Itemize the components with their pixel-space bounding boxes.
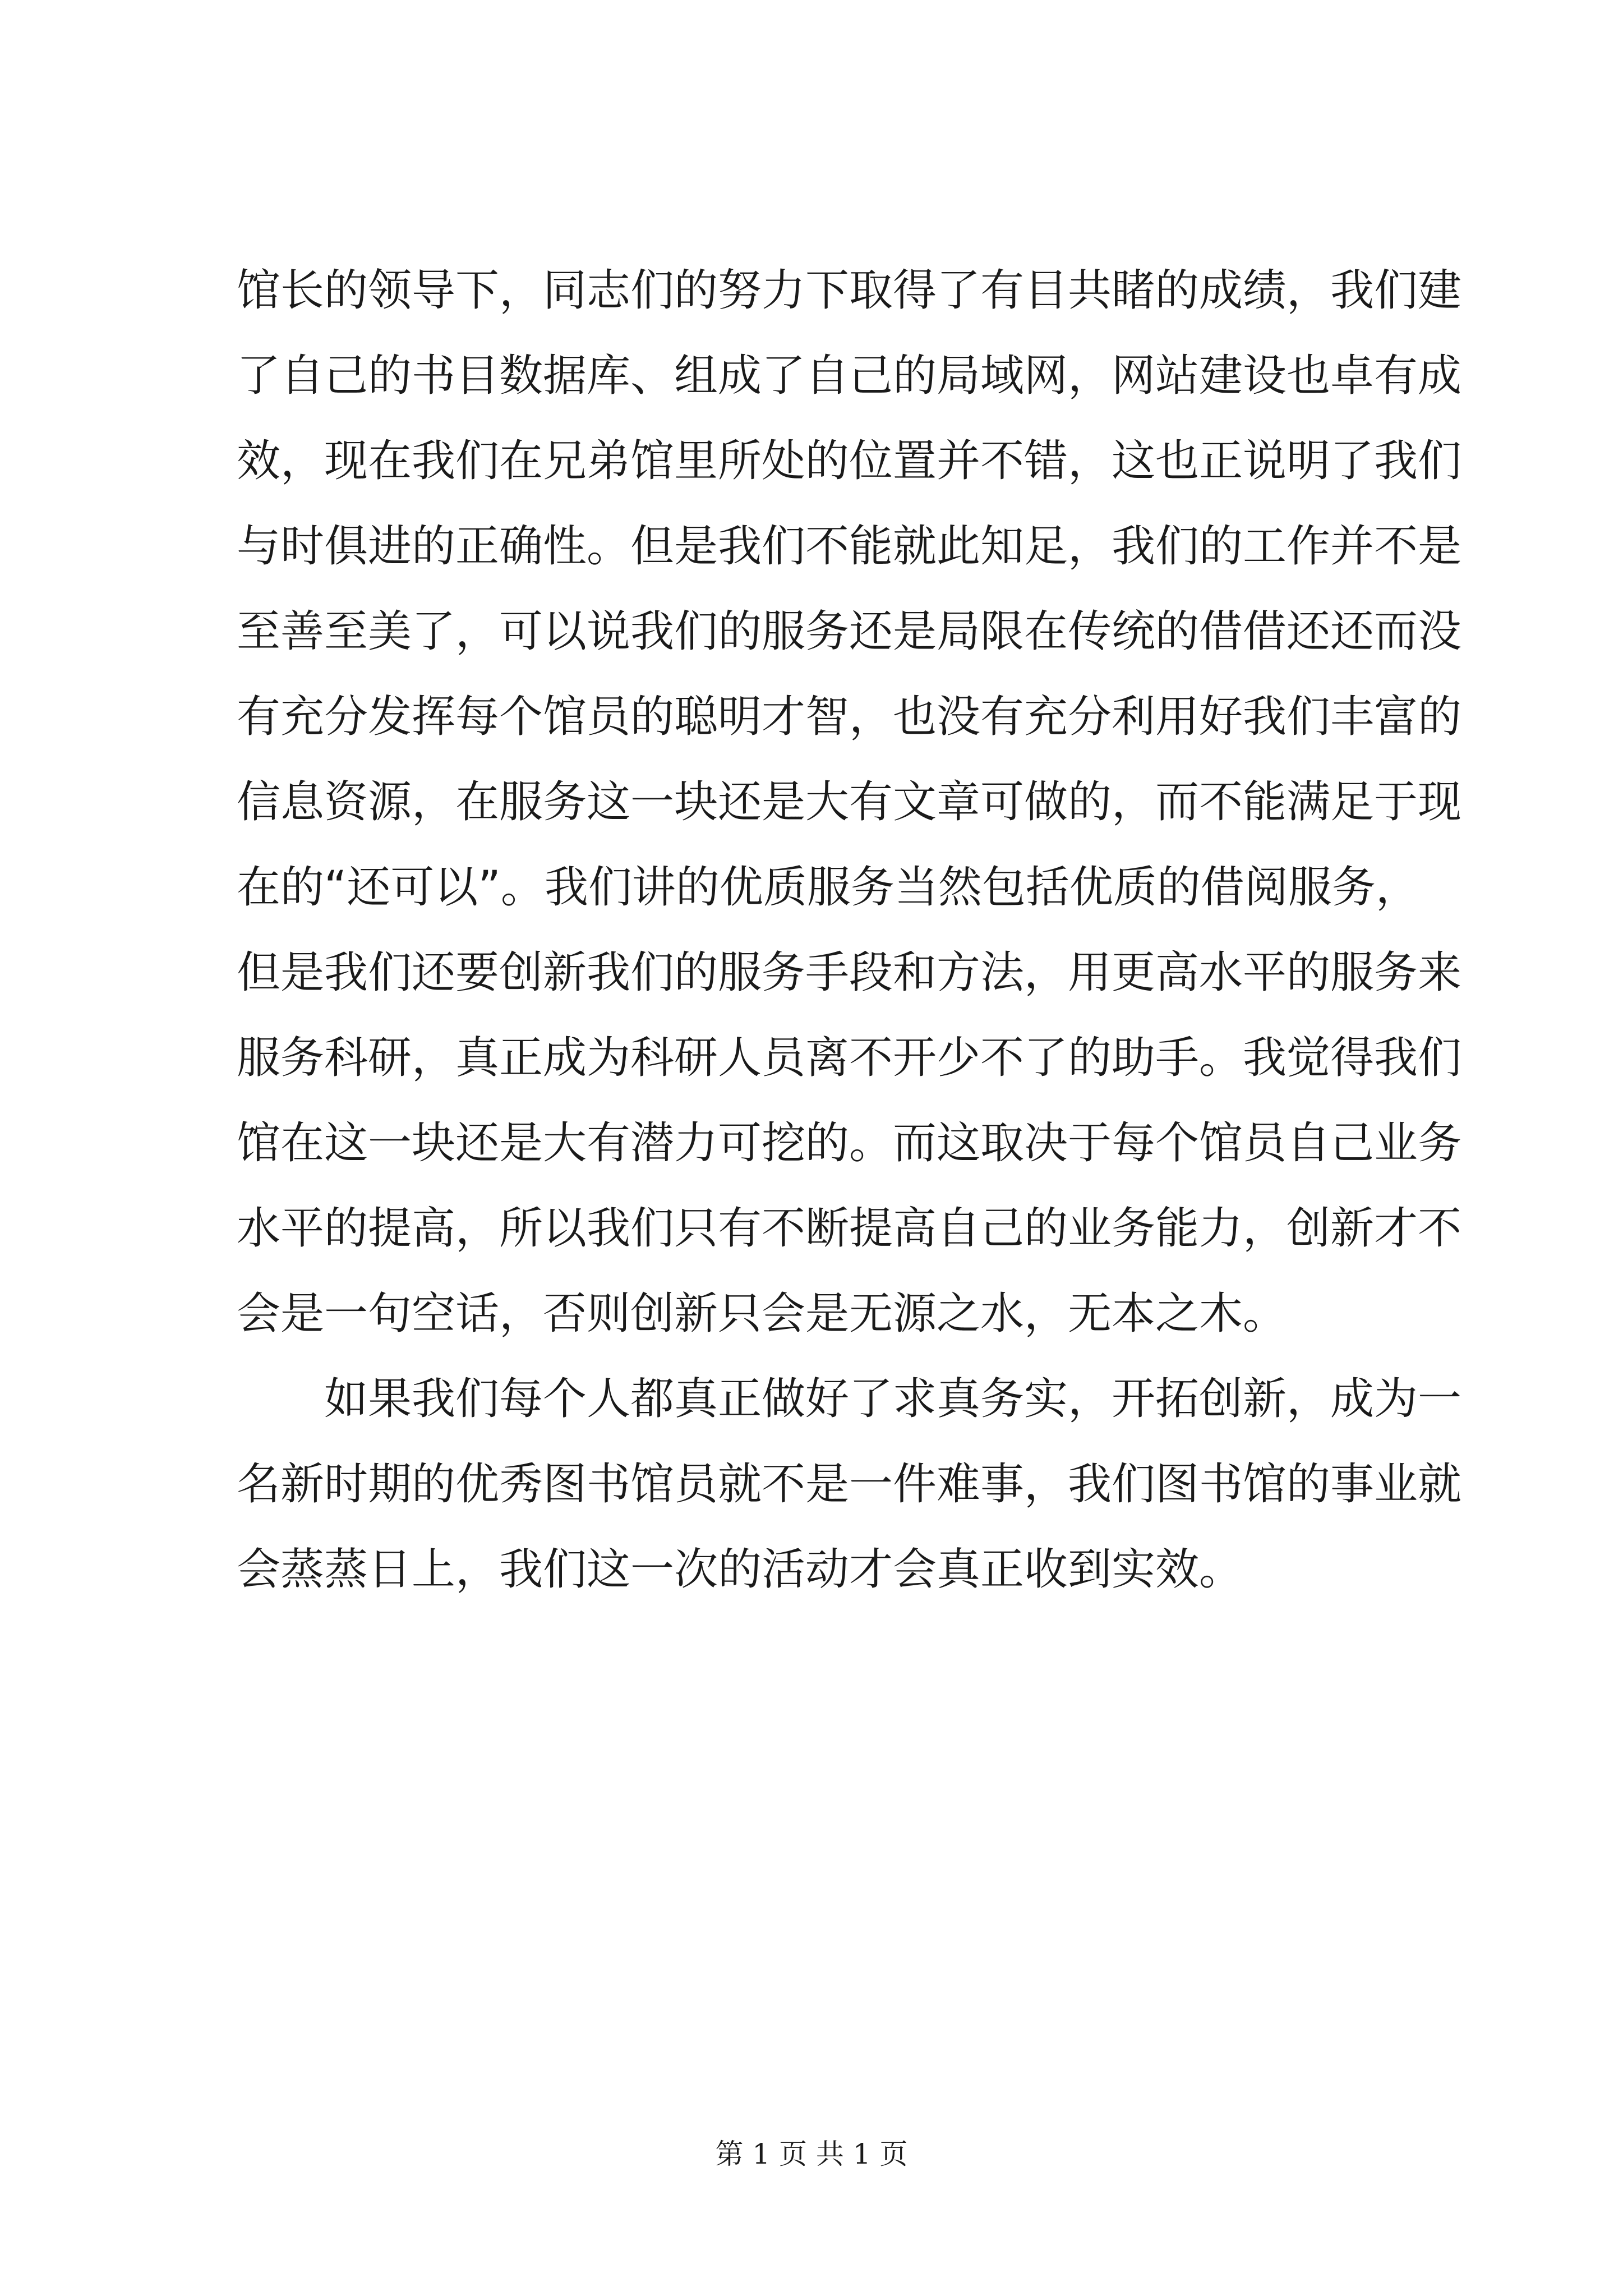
paragraph-line: 了自己的书目数据库、组成了自己的局域网，网站建设也卓有成 bbox=[237, 351, 1462, 401]
paragraph-line: 但是我们还要创新我们的服务手段和方法，用更高水平的服务来 bbox=[237, 947, 1462, 998]
paragraph-line: 会是一句空话，否则创新只会是无源之水，无本之木。 bbox=[237, 1289, 1287, 1339]
paragraph-line: 有充分发挥每个馆员的聪明才智，也没有充分利用好我们丰富的 bbox=[237, 692, 1462, 742]
paragraph-line: 至善至美了，可以说我们的服务还是局限在传统的借借还还而没 bbox=[237, 606, 1462, 657]
paragraph-line: 会蒸蒸日上，我们这一次的活动才会真正收到实效。 bbox=[237, 1544, 1243, 1595]
paragraph-line: 馆长的领导下，同志们的努力下取得了有目共睹的成绩，我们建 bbox=[237, 265, 1462, 316]
page-number-footer: 第 1 页 共 1 页 bbox=[715, 2138, 908, 2170]
paragraph-line: 馆在这一块还是大有潜力可挖的。而这取决于每个馆员自己业务 bbox=[237, 1118, 1462, 1168]
paragraph-line: 名新时期的优秀图书馆员就不是一件难事，我们图书馆的事业就 bbox=[237, 1459, 1462, 1510]
paragraph-line: 效，现在我们在兄弟馆里所处的位置并不错，这也正说明了我们 bbox=[237, 436, 1462, 486]
paragraph-line: 服务科研，真正成为科研人员离不开少不了的助手。我觉得我们 bbox=[237, 1033, 1462, 1083]
paragraph-line: 与时俱进的正确性。但是我们不能就此知足，我们的工作并不是 bbox=[237, 521, 1462, 572]
paragraph-line: 如果我们每个人都真正做好了求真务实，开拓创新，成为一 bbox=[324, 1374, 1462, 1424]
paragraph-line: 在的“还可以”。我们讲的优质服务当然包括优质的借阅服务， bbox=[237, 862, 1419, 913]
paragraph-line: 水平的提高，所以我们只有不断提高自己的业务能力，创新才不 bbox=[237, 1203, 1462, 1254]
paragraph-line: 信息资源，在服务这一块还是大有文章可做的，而不能满足于现 bbox=[237, 777, 1462, 827]
